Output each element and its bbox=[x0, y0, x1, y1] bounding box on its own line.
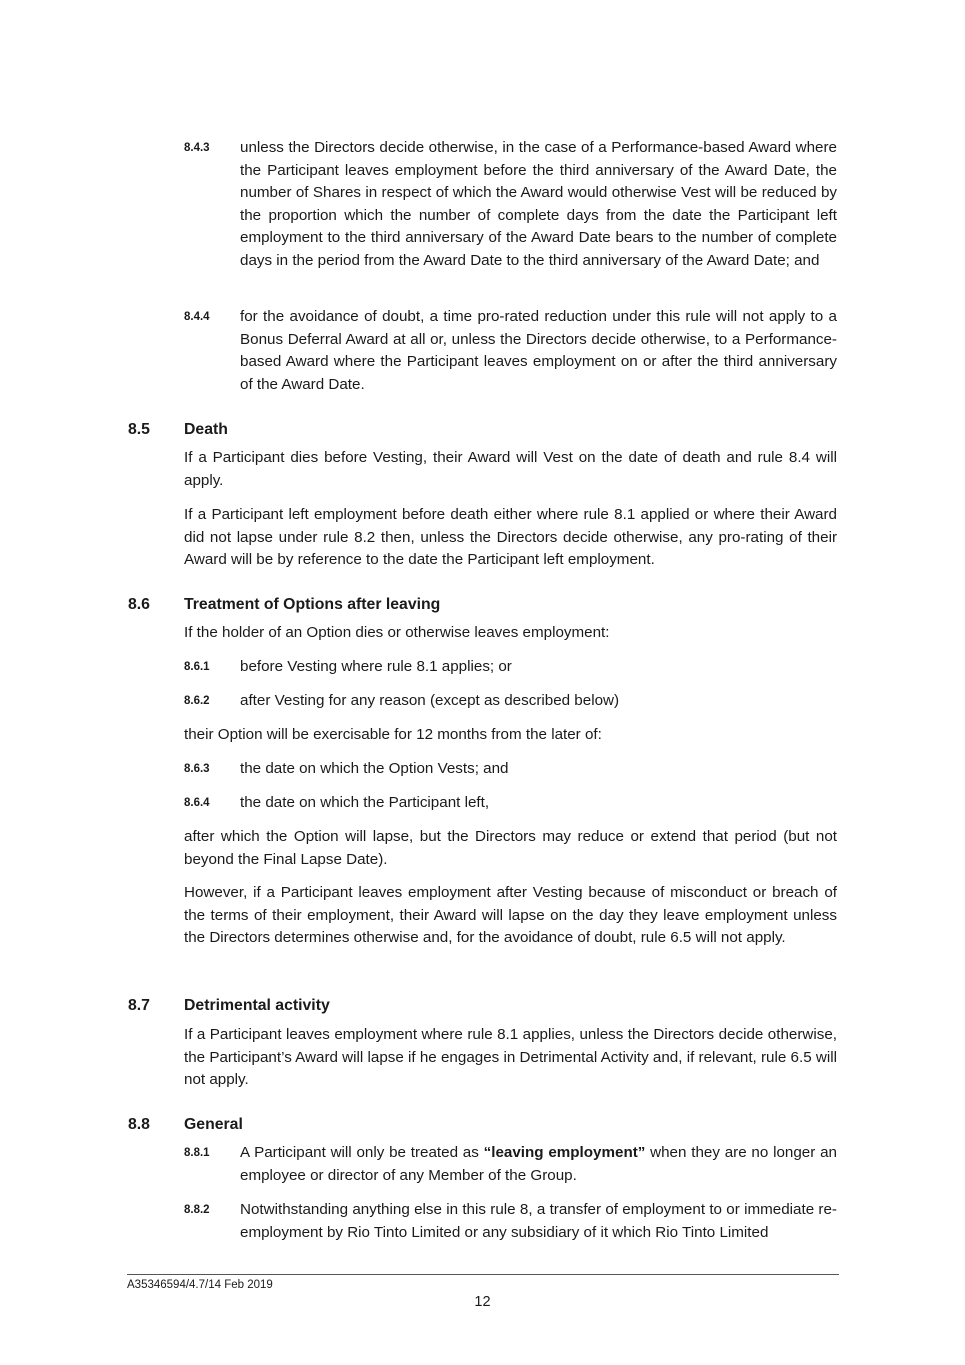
clause-text: Notwithstanding anything else in this rule 8, a transfer of employment to or immediate re-employment by Rio Tinto Limited or any subsidiary of it which Rio Tinto Limited bbox=[240, 1201, 837, 1241]
document-reference: A35346594/4.7/14 Feb 2019 bbox=[127, 1279, 273, 1291]
clause-number: 8.4.4 bbox=[184, 311, 210, 323]
paragraph: their Option will be exercisable for 12 months from the later of: bbox=[184, 726, 602, 743]
footer-divider bbox=[127, 1274, 839, 1275]
clause-number: 8.6.1 bbox=[184, 661, 210, 673]
section-title: General bbox=[184, 1116, 243, 1133]
paragraph: after which the Option will lapse, but the Directors may reduce or extend that period (but not beyond the Final Lapse Date). bbox=[184, 828, 837, 868]
clause-text bbox=[240, 1142, 837, 1187]
section-title: Detrimental activity bbox=[184, 997, 330, 1014]
clause-text-pre: A Participant will only be treated as bbox=[240, 1144, 484, 1161]
clause-text: for the avoidance of doubt, a time pro-rated reduction under this rule will not apply to a Bonus Deferral Award at all or, unless the Directors decide otherwise, to a Performance-based Award where the Participant leaves employment on or after the third anniversary of the Award Date. bbox=[240, 308, 837, 393]
defined-term: “leaving employment” bbox=[483, 1144, 646, 1161]
paragraph: However, if a Participant leaves employment after Vesting because of misconduct or breach of the terms of their employment, their Award will lapse on the day they leave employment unless the Directors determines otherwise and, for the avoidance of doubt, rule 6.5 will not apply. bbox=[184, 884, 837, 947]
paragraph: If a Participant leaves employment where rule 8.1 applies, unless the Directors decide otherwise, the Participant’s Award will lapse if he engages in Detrimental Activity and, if relevant, rule 6.5 will not apply. bbox=[184, 1026, 837, 1089]
clause-text: unless the Directors decide otherwise, in the case of a Performance-based Award where the Participant leaves employment before the third anniversary of the Award Date, the number of Shares in respect of which the Award would otherwise Vest will be reduced by the proportion which the number of complete days from the date the Participant left employment to the third anniversary of the Award Date bears to the number of complete days in the period from the Award Date to the third anniversary of the Award Date; and bbox=[240, 139, 837, 269]
paragraph: If a Participant left employment before death either where rule 8.1 applied or where their Award did not lapse under rule 8.2 then, unless the Directors decide otherwise, any pro-rating of their Award will be by reference to the date the Participant left employment. bbox=[184, 506, 837, 569]
section-number: 8.6 bbox=[128, 596, 150, 613]
clause-number: 8.6.2 bbox=[184, 695, 210, 707]
section-number: 8.8 bbox=[128, 1116, 150, 1133]
clause-number: 8.6.3 bbox=[184, 763, 210, 775]
paragraph: If the holder of an Option dies or otherwise leaves employment: bbox=[184, 624, 610, 641]
section-number: 8.7 bbox=[128, 997, 150, 1014]
clause-number: 8.8.1 bbox=[184, 1147, 210, 1159]
clause-text: the date on which the Participant left, bbox=[240, 794, 490, 811]
paragraph: If a Participant dies before Vesting, their Award will Vest on the date of death and rule 8.4 will apply. bbox=[184, 449, 837, 489]
clause-number: 8.6.4 bbox=[184, 797, 210, 809]
clause-text: before Vesting where rule 8.1 applies; or bbox=[240, 658, 512, 675]
section-number: 8.5 bbox=[128, 421, 150, 438]
section-title: Death bbox=[184, 421, 228, 438]
clause-text-post: when they are no longer an employee or director of any Member of the Group. bbox=[240, 1144, 837, 1184]
page-number: 12 bbox=[474, 1294, 491, 1310]
clause-number: 8.8.2 bbox=[184, 1204, 210, 1216]
clause-text: after Vesting for any reason (except as described below) bbox=[240, 692, 620, 709]
clause-number: 8.4.3 bbox=[184, 142, 210, 154]
clause-text: the date on which the Option Vests; and bbox=[240, 760, 509, 777]
section-title: Treatment of Options after leaving bbox=[184, 596, 441, 613]
